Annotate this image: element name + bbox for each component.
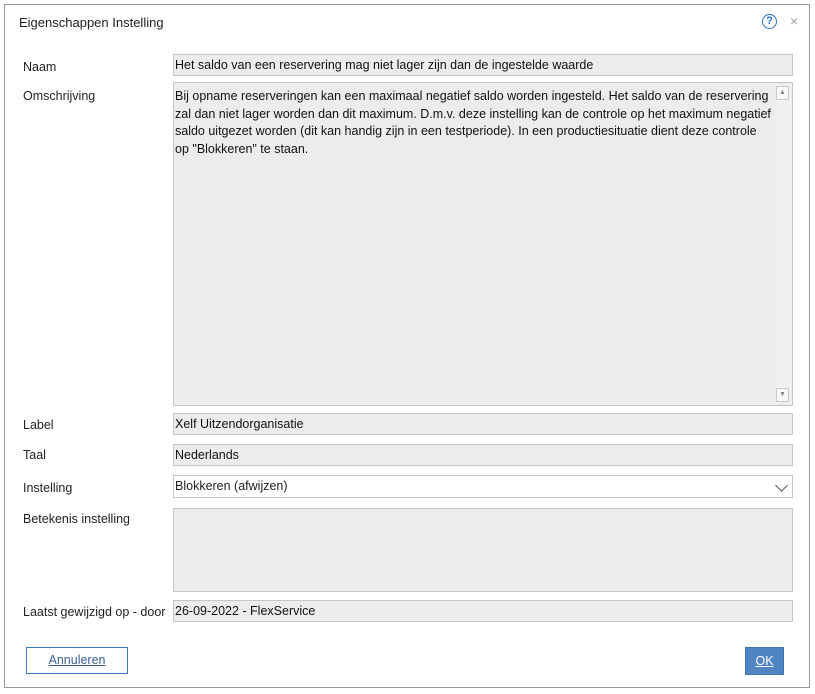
- omschrijving-line: saldo uitgezet worden (dit kan handig zijn in een testperiode). In een productiesituatie dient deze controle: [175, 124, 757, 138]
- omschrijving-text: [175, 88, 773, 158]
- betekenis-label: Betekenis instelling: [23, 512, 131, 526]
- omschrijving-textarea[interactable]: [173, 82, 793, 406]
- label-label: Label: [23, 418, 54, 432]
- chevron-down-icon[interactable]: [775, 479, 788, 492]
- cancel-button[interactable]: Annuleren: [26, 647, 128, 674]
- taal-label: Taal: [23, 448, 46, 462]
- naam-label: Naam: [23, 60, 57, 74]
- properties-dialog: [4, 4, 810, 688]
- help-icon[interactable]: ?: [762, 14, 777, 29]
- scroll-up-icon[interactable]: ▲: [776, 86, 789, 100]
- gewijzigd-label: Laatst gewijzigd op - door: [23, 605, 166, 619]
- instelling-selected-value: Blokkeren (afwijzen): [175, 479, 288, 493]
- instelling-label: Instelling: [23, 481, 73, 495]
- omschrijving-line: Bij opname reserveringen kan een maximaal negatief saldo worden ingesteld. Het saldo van de reservering: [175, 89, 769, 103]
- omschrijving-line: zal dan niet lager worden dan dit maximum. D.m.v. deze instelling kan de controle op het maximum negatief: [175, 106, 771, 121]
- instelling-select[interactable]: [173, 475, 793, 498]
- omschrijving-line: op "Blokkeren" te staan.: [175, 141, 309, 156]
- scroll-down-icon[interactable]: ▼: [776, 388, 789, 402]
- taal-field: Nederlands: [173, 444, 793, 466]
- omschrijving-scrollbar[interactable]: [775, 84, 791, 404]
- dialog-title: Eigenschappen Instelling: [19, 15, 164, 30]
- betekenis-field: [173, 508, 793, 592]
- dialog-titlebar: [5, 5, 809, 39]
- ok-button[interactable]: OK: [745, 647, 784, 675]
- label-field: Xelf Uitzendorganisatie: [173, 413, 793, 435]
- omschrijving-label: Omschrijving: [23, 89, 96, 103]
- close-icon[interactable]: ×: [790, 13, 799, 29]
- gewijzigd-field: 26-09-2022 - FlexService: [173, 600, 793, 622]
- naam-field: Het saldo van een reservering mag niet lager zijn dan de ingestelde waarde: [173, 54, 793, 76]
